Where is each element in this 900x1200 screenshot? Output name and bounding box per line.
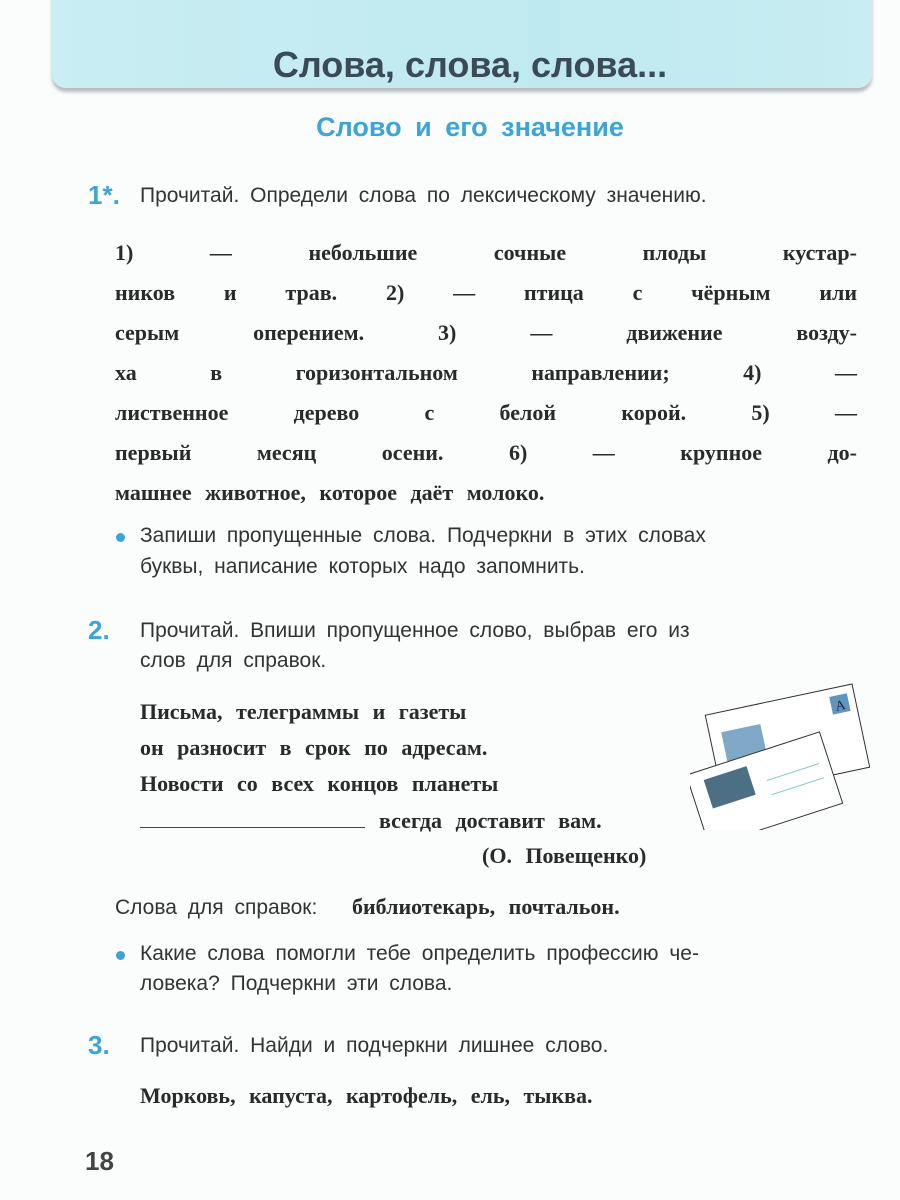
reference-label: Слова для справок: [115, 896, 318, 919]
exercise-2-task: Какие слова помогли тебе определить профессию че- [140, 942, 699, 965]
exercise-3-words: Морковь, капуста, картофель, ель, тыква. [140, 1083, 593, 1108]
section-title: Слово и его значение [316, 112, 624, 142]
bullet-icon [116, 533, 125, 542]
exercise-1-line [115, 280, 857, 306]
line-text: 1) [115, 240, 134, 265]
line-text: — движение возду- [530, 320, 857, 345]
exercise-2-task: ловека? Подчеркни эти слова. [140, 972, 453, 995]
bullet-icon [116, 951, 125, 960]
answer-blank[interactable] [140, 813, 365, 828]
line-text: первый месяц осени. 6) [115, 440, 528, 465]
stamp-letter: А [833, 698, 847, 715]
poem-author: (О. Повещенко) [482, 843, 647, 868]
exercise-1-task: Запиши пропущенные слова. Подчеркни в этих словах [140, 524, 706, 547]
line-text: ха в горизонтальном направлении; 4) [115, 360, 762, 385]
line-text: — [835, 360, 857, 385]
page-number: 18 [85, 1146, 114, 1176]
line-text: лиственное дерево с белой корой. 5) [115, 400, 770, 425]
exercise-1-line [115, 360, 857, 386]
exercise-2-instruction: Прочитай. Впиши пропущенное слово, выбрав его из [140, 619, 690, 642]
envelopes-illustration [690, 680, 870, 830]
exercise-1-number: 1*. [88, 180, 120, 210]
poem-line: всегда доставит вам. [379, 808, 602, 833]
reference-words: библиотекарь, почтальон. [352, 894, 620, 919]
line-text: серым оперением. 3) [115, 320, 457, 345]
poem-line: Новости со всех концов планеты [140, 771, 499, 796]
exercise-1-line [115, 400, 857, 426]
exercise-3-number: 3. [88, 1030, 110, 1060]
line-text: — небольшие сочные плоды кустар- [209, 240, 857, 265]
exercise-1-line [115, 440, 857, 466]
exercise-1-line [115, 320, 857, 346]
line-text: — крупное до- [592, 440, 858, 465]
exercise-1-task: буквы, написание которых надо запомнить. [140, 555, 585, 578]
line-text: ников и трав. 2) [115, 280, 405, 305]
line-text: — птица с чёрным или [453, 280, 858, 305]
poem-line: он разносит в срок по адресам. [140, 735, 488, 760]
poem-line: Письма, телеграммы и газеты [140, 699, 467, 724]
exercise-2-number: 2. [88, 615, 110, 645]
exercise-1-instruction: Прочитай. Определи слова по лексическому значению. [140, 184, 707, 207]
line-text: — [835, 400, 858, 425]
exercise-1-line [115, 240, 857, 266]
chapter-title: Слова, слова, слова... [272, 44, 668, 85]
exercise-2-instruction: слов для справок. [140, 649, 327, 672]
exercise-1-line: машнее животное, которое даёт молоко. [115, 480, 545, 505]
exercise-3-instruction: Прочитай. Найди и подчеркни лишнее слово. [140, 1034, 609, 1057]
